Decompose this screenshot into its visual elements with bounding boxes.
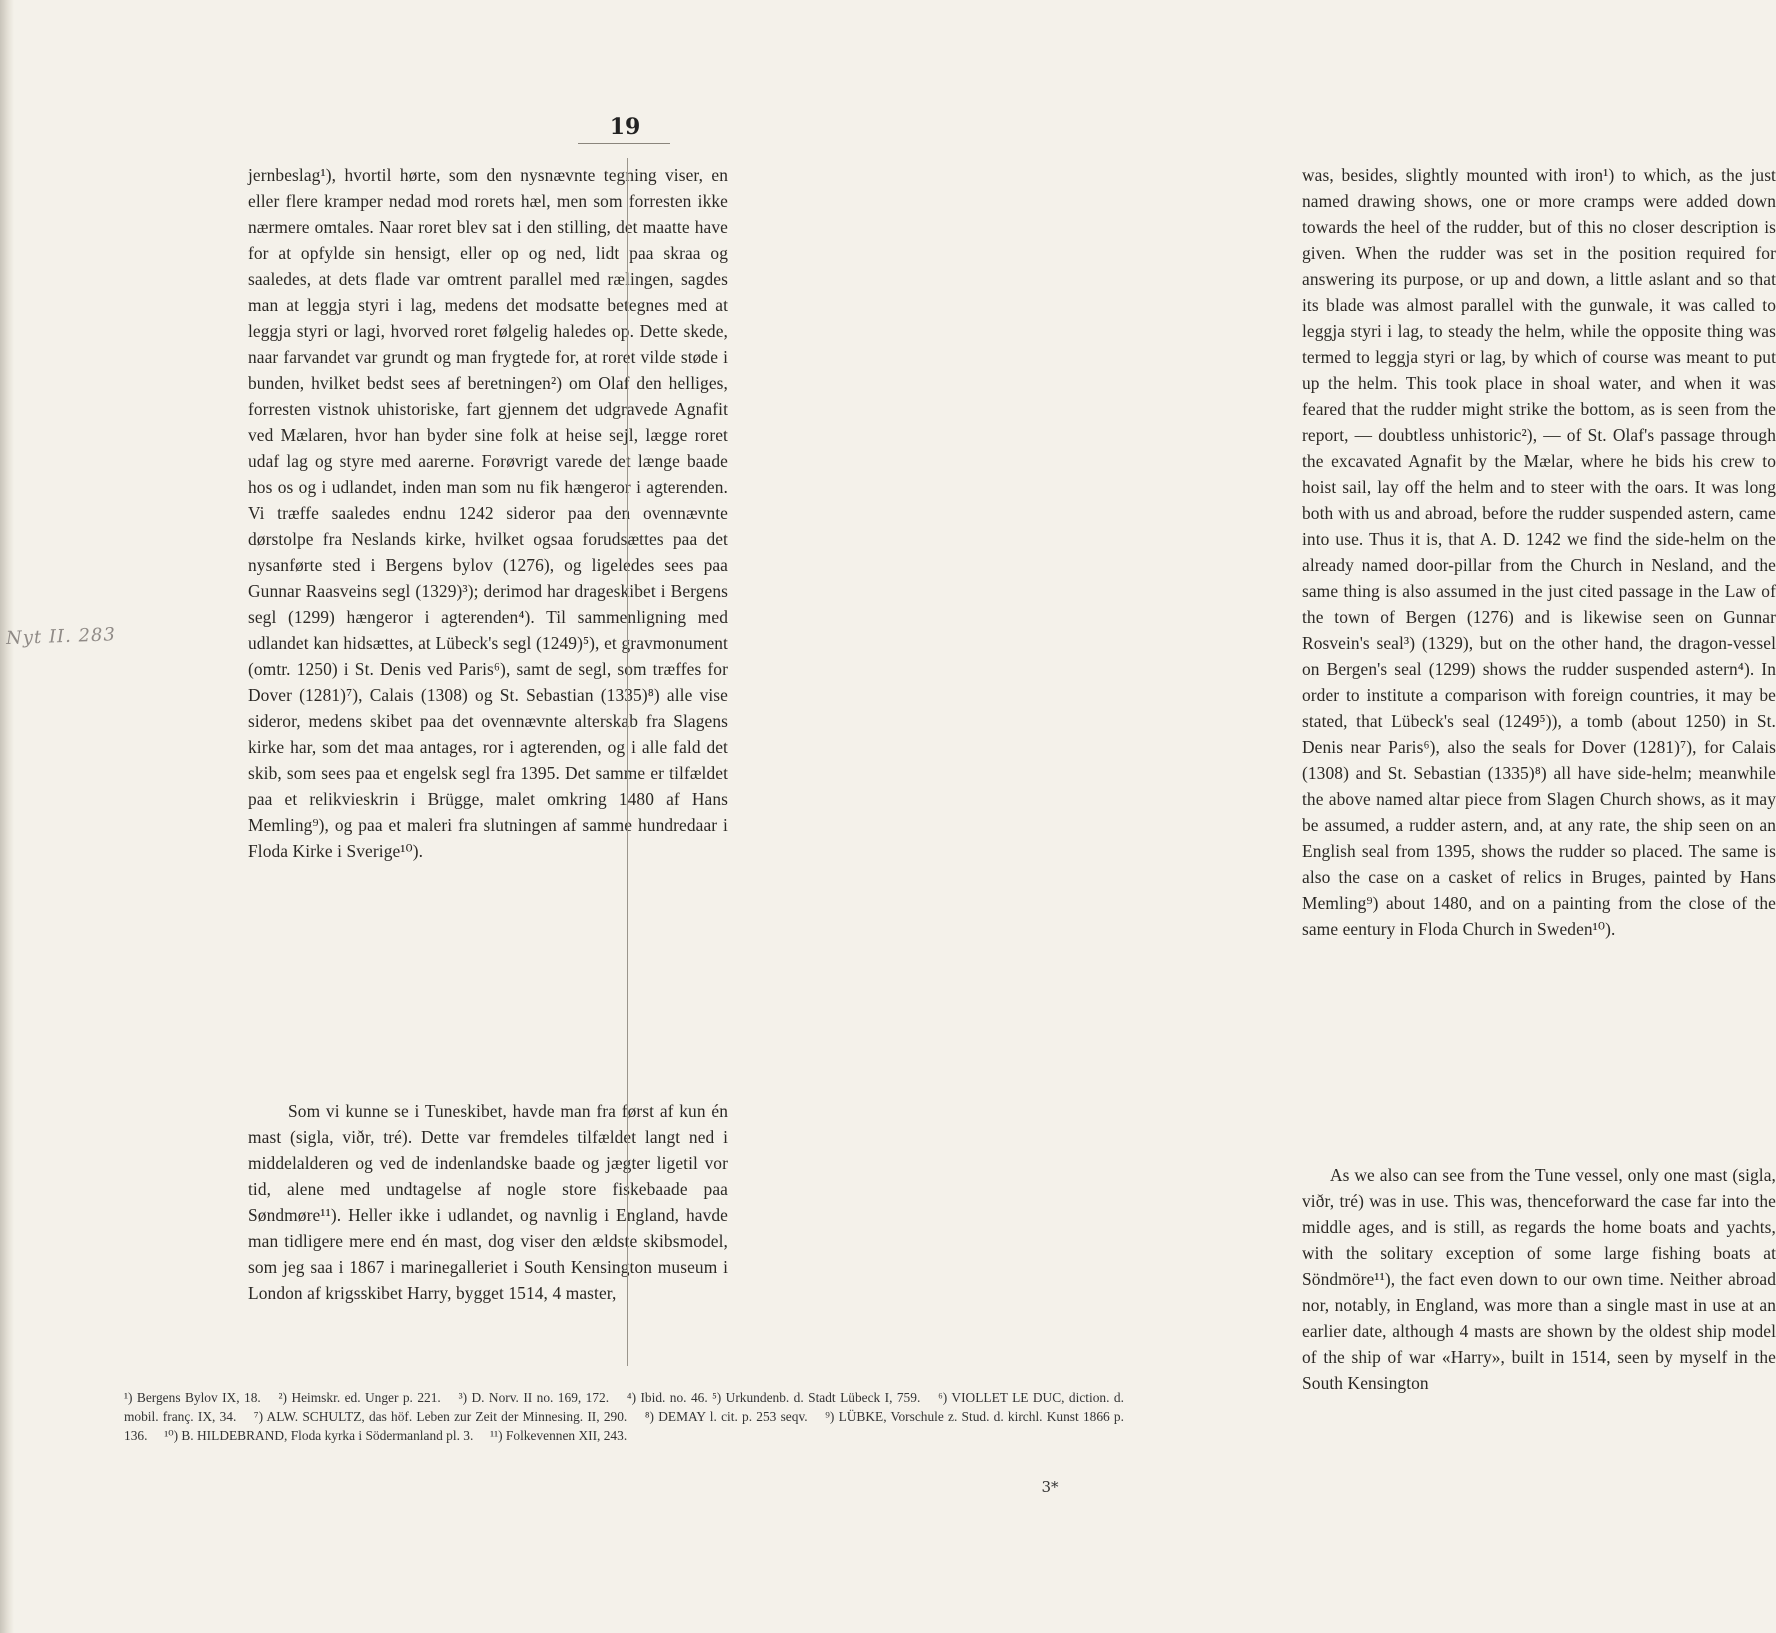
norwegian-paragraph-2: Som vi kunne se i Tuneskibet, havde man fra først af kun én mast (sigla, viðr, tré). Dette var fremdeles tilfældet langt ned i middelalderen og ved de indenlandske baade og jægter ligetil vor tid, alene med undtagelse af nogle store fiskebaade paa Søndmøre¹¹). Heller ikke i udlandet, og navnlig i England, havde man tidligere mere end én mast, dog viser den ældste skibsmodel, som jeg saa i 1867 i marinegalleriet i South Kensington museum i London af krigsskibet Harry, bygget 1514, 4 master, <box>248 1101 728 1303</box>
footnote-11: ¹¹) Folkevennen XII, 243. <box>490 1428 628 1443</box>
footnote-6: ⁶) VIOLLET LE DUC, diction. d. mobil. franç. IX, 34. <box>124 1390 1124 1424</box>
page-number: 19 <box>609 114 641 140</box>
english-paragraph-1: was, besides, slightly mounted with iron¹) to which, as the just named drawing shows, one or more cramps were added down towards the heel of the rudder, but of this no closer description is given. When the rudder was set in the position required for answering its purpose, or up and down, a little aslant and so that its blade was almost parallel with the gunwale, it was called to leggja styri i lag, to steady the helm, while the opposite thing was termed to leggja styri or lag, by which of course was meant to put up the helm. This took place in shoal water, and when it was feared that the rudder might strike the bottom, as is seen from the report, — doubtless unhistoric²), — of St. Olaf's passage through the excavated Agnafit by the Mælar, where he bids his crew to hoist sail, lay off the helm and to steer with the oars. It was long both with us and abroad, before the rudder suspended astern, came into use. Thus it is, that A. D. 1242 we find the side-helm on the already named door-pillar from the Church in Nesland, and the same thing is also assumed in the just cited passage in the Law of the town of Bergen (1276) and is likewise seen on Gunnar Rosvein's seal³) (1329), but on the other hand, the dragon-vessel on Bergen's seal (1299) shows the rudder suspended astern⁴). In order to institute a comparison with foreign countries, it may be stated, that Lübeck's seal (1249⁵)), a tomb (about 1250) in St. Denis near Paris⁶), also the seals for Dover (1281)⁷), for Calais (1308) and St. Sebastian (1335)⁸) all have side-helm; meanwhile the above named altar piece from Slagen Church shows, as it may be assumed, a rudder astern, and, at any rate, the ship seen on an English seal from 1395, shows the rudder so placed. The same is also the case on a casket of relics in Bruges, painted by Hans Memling⁹) about 1480, and on a painting from the close of the same eentury in Floda Church in Sweden¹⁰). <box>1302 165 1776 939</box>
binding-edge <box>0 0 14 1633</box>
footnote-9: ⁹) LÜBKE, Vorschule z. Stud. d. kirchl. Kunst 1866 p. 136. <box>124 1409 1124 1443</box>
footnote-2: ²) Heimskr. ed. Unger p. 221. <box>278 1390 441 1405</box>
footnotes <box>124 1388 1124 1445</box>
footnote-1: ¹) Bergens Bylov IX, 18. <box>124 1390 261 1405</box>
footnote-4: ⁴) Ibid. no. 46. <box>626 1390 708 1405</box>
header-rule <box>578 143 670 144</box>
norwegian-paragraph-1: jernbeslag¹), hvortil hørte, som den nysnævnte tegning viser, en eller flere kramper nedad mod rorets hæl, men som forresten ikke nærmere omtales. Naar roret blev sat i den stilling, det maatte have for at opfylde sin hensigt, eller op og ned, lidt paa skraa og saaledes, at dets flade var omtrent parallel med rælingen, sagdes man at leggja styri i lag, medens det modsatte betegnes med at leggja styri or lagi, hvorved roret følgelig haledes op. Dette skede, naar farvandet var grundt og man frygtede for, at roret vilde støde i bunden, hvilket bedst sees af beretningen²) om Olaf den helliges, forresten vistnok uhistoriske, fart gjennem det udgravede Agnafit ved Mælaren, hvor han byder sine folk at heise sejl, lægge roret udaf lag og styre med aarerne. Forøvrigt varede det længe baade hos os og i udlandet, inden man som nu fik hængeror i agterenden. Vi træffe saaledes endnu 1242 sideror paa den ovennævnte dørstolpe fra Neslands kirke, hvilket ogsaa forudsættes paa det nysanførte sted i Bergens bylov (1276), og ligeledes sees paa Gunnar Raasveins segl (1329)³); derimod har drageskibet i Bergens segl (1299) hængeror i agterenden⁴). Til sammenligning med udlandet kan hidsættes, at Lübeck's segl (1249)⁵), et gravmonument (omtr. 1250) i St. Denis ved Paris⁶), samt de segl, som træffes for Dover (1281)⁷), Calais (1308) og St. Sebastian (1335)⁸) alle vise sideror, medens skibet paa det ovennævnte alterskab fra Slagens kirke har, som det maa antages, ror i agterenden, og i alle fald det skib, som sees paa et engelsk segl fra 1395. Det samme er tilfældet paa et relikvieskrin i Brügge, malet omkring 1480 af Hans Memling⁹), og paa et maleri fra slutningen af samme hundredaar i Floda Kirke i Sverige¹⁰). <box>248 165 728 861</box>
footnote-10: ¹⁰) B. HILDEBRAND, Floda kyrka i Södermanland pl. 3. <box>164 1428 474 1443</box>
english-paragraph-2: As we also can see from the Tune vessel, only one mast (sigla, viðr, tré) was in use. This was, thenceforward the case far into the middle ages, and is still, as regards the home boats and yachts, with the solitary exception of some large fishing boats at Söndmöre¹¹), the fact even down to our own time. Neither abroad nor, notably, in England, was more than a single mast in use at an earlier date, although 4 masts are shown by the oldest ship model of the ship of war «Harry», built in 1514, seen by myself in the South Kensington <box>1302 1165 1776 1393</box>
footnote-5: ⁵) Urkundenb. d. Stadt Lübeck I, 759. <box>712 1390 921 1405</box>
footnote-3: ³) D. Norv. II no. 169, 172. <box>458 1390 610 1405</box>
column-divider <box>627 158 628 1366</box>
footnote-7: ⁷) ALW. SCHULTZ, das höf. Leben zur Zeit der Minnesing. II, 290. <box>253 1409 628 1424</box>
signature-mark: 3* <box>1041 1478 1059 1496</box>
handwritten-margin-note: Nyt II. 283 <box>5 624 117 650</box>
footnote-8: ⁸) DEMAY l. cit. p. 253 seqv. <box>644 1409 808 1424</box>
